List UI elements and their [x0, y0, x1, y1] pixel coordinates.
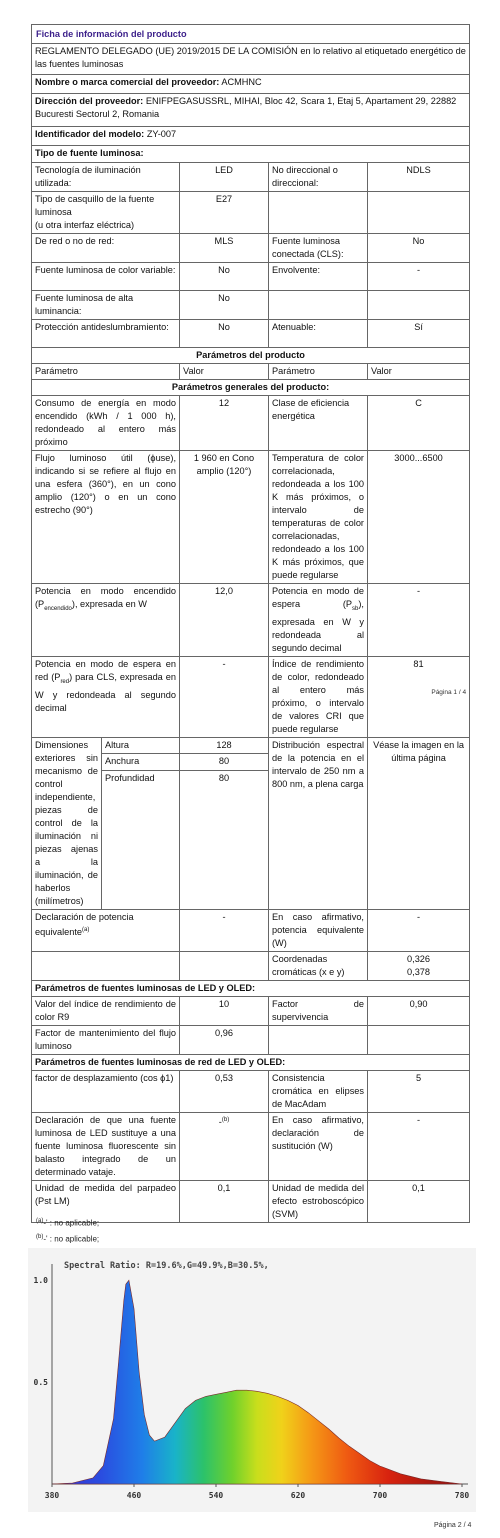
y-tick-label: 1.0: [33, 1276, 48, 1286]
sheet-title: Ficha de información del producto: [32, 25, 470, 44]
energy-label: Consumo de energía en modo encendido (kWh / 1 000 h), redondeado al entero más próximo: [32, 396, 180, 451]
cct-label: Temperatura de color correlacionada, redondeada a los 100 K más próximos, o intervalo de temperaturas de color correlacionadas, redondeado a los 100 K más próximos, que puede regularse: [269, 451, 368, 584]
cct-value: 3000...6500: [368, 451, 470, 584]
high-luminance-value: No: [180, 291, 269, 320]
power-factor-label: factor de desplazamiento (cos ϕ1): [32, 1070, 180, 1112]
mains-label: De red o no de red:: [32, 234, 180, 263]
flux-value: 1 960 en Cono amplio (120°): [180, 451, 269, 584]
r9-label: Valor del índice de rendimiento de color R9: [32, 996, 180, 1025]
x-tick-label: 460: [126, 1491, 142, 1500]
width-value: 80: [180, 754, 269, 770]
model-value: ZY-007: [146, 129, 177, 139]
empty-cell: [368, 192, 470, 234]
empty-cell: [368, 291, 470, 320]
mains-led-params-header: Parámetros de fuentes luminosas de red de LED y OLED:: [32, 1054, 470, 1070]
survival-label: Factor de supervivencia: [269, 996, 368, 1025]
label-subscript: encendido: [44, 605, 72, 612]
footnote-mark: (a): [36, 1218, 44, 1224]
cap-label: [32, 192, 180, 234]
equiv-power2-label: En caso afirmativo, potencia equivalente (W): [269, 909, 368, 951]
chart-title: Spectral Ratio: R=19.6%,G=49.9%,B=30.5%,: [64, 1261, 269, 1271]
power-factor-value: 0,53: [180, 1070, 269, 1112]
tech-label: Tecnología de iluminación utilizada:: [32, 163, 180, 192]
col-param-header: Parámetro: [32, 364, 180, 380]
footnote-mark: (b): [36, 1234, 44, 1240]
page-number-1: Página 1 / 4: [431, 688, 467, 696]
label-part: ), expresada en W: [71, 599, 147, 609]
footnote-a: [36, 1218, 99, 1228]
empty-cell: [180, 951, 269, 980]
height-label: Altura: [102, 737, 180, 753]
label-part: ), expresada en W y redondeada al segundo decimal: [272, 599, 364, 653]
envelope-value: -: [368, 263, 470, 291]
label-part: Declaración de potencia equivalente: [35, 911, 134, 937]
r9-value: 10: [180, 996, 269, 1025]
depth-value: 80: [180, 770, 269, 909]
cap-label-line1: Tipo de casquillo de la fuente luminosa: [35, 194, 155, 217]
retrofit2-value: -: [368, 1112, 470, 1180]
address-row: [32, 94, 470, 127]
cri-value-cell: [368, 656, 470, 737]
x-tick-label: 700: [372, 1491, 388, 1500]
stroboscopic-value: 0,1: [368, 1180, 470, 1222]
address-value: ENIFPEGASUSSRL, MIHAI, Bloc 42, Scara 1, Etaj 5, Apartament 29, 22882 Bucuresti Sectorul 2, Romania: [35, 96, 457, 119]
label-subscript: sb: [352, 605, 359, 612]
label-part: Potencia en modo de espera en red (P: [35, 658, 176, 682]
label-subscript: red: [60, 678, 70, 685]
standby-power-value: -: [368, 584, 470, 657]
footnote-b: [36, 1234, 99, 1244]
x-tick-label: 540: [208, 1491, 224, 1500]
col-value-header: Valor: [180, 364, 269, 380]
width-label: Anchura: [102, 754, 180, 770]
footnote-text: -' : no aplicable;: [43, 1234, 100, 1244]
cap-value: E27: [180, 192, 269, 234]
nondir-label: No direccional o direccional:: [269, 163, 368, 192]
retrofit-label: Declaración de que una fuente luminosa de LED sustituye a una fuente luminosa fluorescente sin balasto integrado de un determinado vataje.: [32, 1112, 180, 1180]
chromaticity-value: [368, 951, 470, 980]
spectral-distribution-chart: [28, 1248, 476, 1512]
label-part: Potencia en modo encendido (P: [35, 586, 176, 609]
retrofit-value: [180, 1112, 269, 1180]
supplier-value: ACMHNC: [221, 77, 262, 87]
col-param-header: Parámetro: [269, 364, 368, 380]
value-superscript: (b): [221, 1116, 230, 1123]
col-value-header: Valor: [368, 364, 470, 380]
source-type-header: Tipo de fuente luminosa:: [32, 146, 470, 163]
label-part: ) para CLS, expresada en W y redondeada al segundo decimal: [35, 671, 176, 713]
chromaticity-y: 0,378: [407, 966, 431, 977]
regulation-text: REGLAMENTO DELEGADO (UE) 2019/2015 DE LA COMISIÓN en lo relativo al etiquetado energético de las fuentes luminosas: [32, 44, 470, 75]
cri-value: 81: [413, 658, 424, 669]
height-value: 128: [180, 737, 269, 753]
general-params-header: Parámetros generales del producto:: [32, 380, 470, 396]
energy-value: 12: [180, 396, 269, 451]
supplier-row: [32, 75, 470, 94]
label-part: Potencia en modo de espera (P: [272, 586, 364, 609]
glare-label: Protección antideslumbramiento:: [32, 320, 180, 348]
class-value: C: [368, 396, 470, 451]
colour-value: No: [180, 263, 269, 291]
stroboscopic-label: Unidad de medida del efecto estroboscópico (SVM): [269, 1180, 368, 1222]
x-tick-label: 780: [454, 1491, 470, 1500]
equiv-power-value: -: [180, 909, 269, 951]
dimmable-value: Sí: [368, 320, 470, 348]
flicker-value: 0,1: [180, 1180, 269, 1222]
colour-label: Fuente luminosa de color variable:: [32, 263, 180, 291]
product-params-header: Parámetros del producto: [32, 348, 470, 364]
spd-value: Véase la imagen en la última página: [368, 737, 470, 909]
retrofit2-label: En caso afirmativo, declaración de sustitución (W): [269, 1112, 368, 1180]
product-table: [31, 24, 470, 1223]
product-information-sheet: [31, 24, 469, 1223]
equiv-power2-value: -: [368, 909, 470, 951]
survival-value: 0,90: [368, 996, 470, 1025]
on-mode-power-value: 12,0: [180, 584, 269, 657]
cls-value: No: [368, 234, 470, 263]
cri-label: Índice de rendimiento de color, redondeado al entero más próximo, o intervalo de valores CRI que puede regularse: [269, 656, 368, 737]
empty-cell: [269, 291, 368, 320]
nondir-value: NDLS: [368, 163, 470, 192]
equiv-power-label: [32, 909, 180, 951]
macadam-label: Consistencia cromática en elipses de MacAdam: [269, 1070, 368, 1112]
mains-value: MLS: [180, 234, 269, 263]
dimmable-label: Atenuable:: [269, 320, 368, 348]
networked-standby-label: [32, 656, 180, 737]
maintenance-label: Factor de mantenimiento del flujo luminoso: [32, 1025, 180, 1054]
class-label: Clase de eficiencia energética: [269, 396, 368, 451]
x-tick-label: 620: [290, 1491, 306, 1500]
led-params-header: Parámetros de fuentes luminosas de LED y OLED:: [32, 980, 470, 996]
flux-label: Flujo luminoso útil (ϕuse), indicando si se refiere al flujo en una esfera (360°), en un cono amplio (120°) o en un cono estrecho (90°): [32, 451, 180, 584]
cls-label: Fuente luminosa conectada (CLS):: [269, 234, 368, 263]
chromaticity-x: 0,326: [407, 953, 431, 964]
flicker-label: Unidad de medida del parpadeo (Pst LM): [32, 1180, 180, 1222]
model-label: Identificador del modelo:: [35, 129, 145, 139]
tech-value: LED: [180, 163, 269, 192]
chromaticity-label: Coordenadas cromáticas (x e y): [269, 951, 368, 980]
footnote-text: -' : no aplicable;: [43, 1218, 100, 1228]
macadam-value: 5: [368, 1070, 470, 1112]
high-luminance-label: Fuente luminosa de alta luminancia:: [32, 291, 180, 320]
on-mode-power-label: [32, 584, 180, 657]
model-row: [32, 127, 470, 146]
standby-power-label: [269, 584, 368, 657]
empty-cell: [269, 192, 368, 234]
label-superscript: (a): [82, 926, 90, 933]
glare-value: No: [180, 320, 269, 348]
value-part: -: [218, 1116, 222, 1127]
page-number-2: Página 2 / 4: [434, 1522, 472, 1529]
supplier-label: Nombre o marca comercial del proveedor:: [35, 77, 220, 87]
envelope-label: Envolvente:: [269, 263, 368, 291]
maintenance-value: 0,96: [180, 1025, 269, 1054]
empty-cell: [32, 951, 180, 980]
y-tick-label: 0.5: [33, 1378, 48, 1388]
dimensions-label: Dimensiones exteriores sin mecanismo de control independiente, piezas de control de la iluminación ni piezas ajenas a la iluminación, de haberlos (milímetros): [32, 737, 102, 909]
empty-cell: [269, 1025, 368, 1054]
address-label: Dirección del proveedor:: [35, 96, 144, 106]
networked-standby-value: -: [180, 656, 269, 737]
spd-label: Distribución espectral de la potencia en el intervalo de 250 nm a 800 nm, a plena carga: [269, 737, 368, 909]
empty-cell: [368, 1025, 470, 1054]
depth-label: Profundidad: [102, 770, 180, 909]
cap-label-line2: (u otra interfaz eléctrica): [35, 220, 135, 230]
x-tick-label: 380: [44, 1491, 60, 1500]
